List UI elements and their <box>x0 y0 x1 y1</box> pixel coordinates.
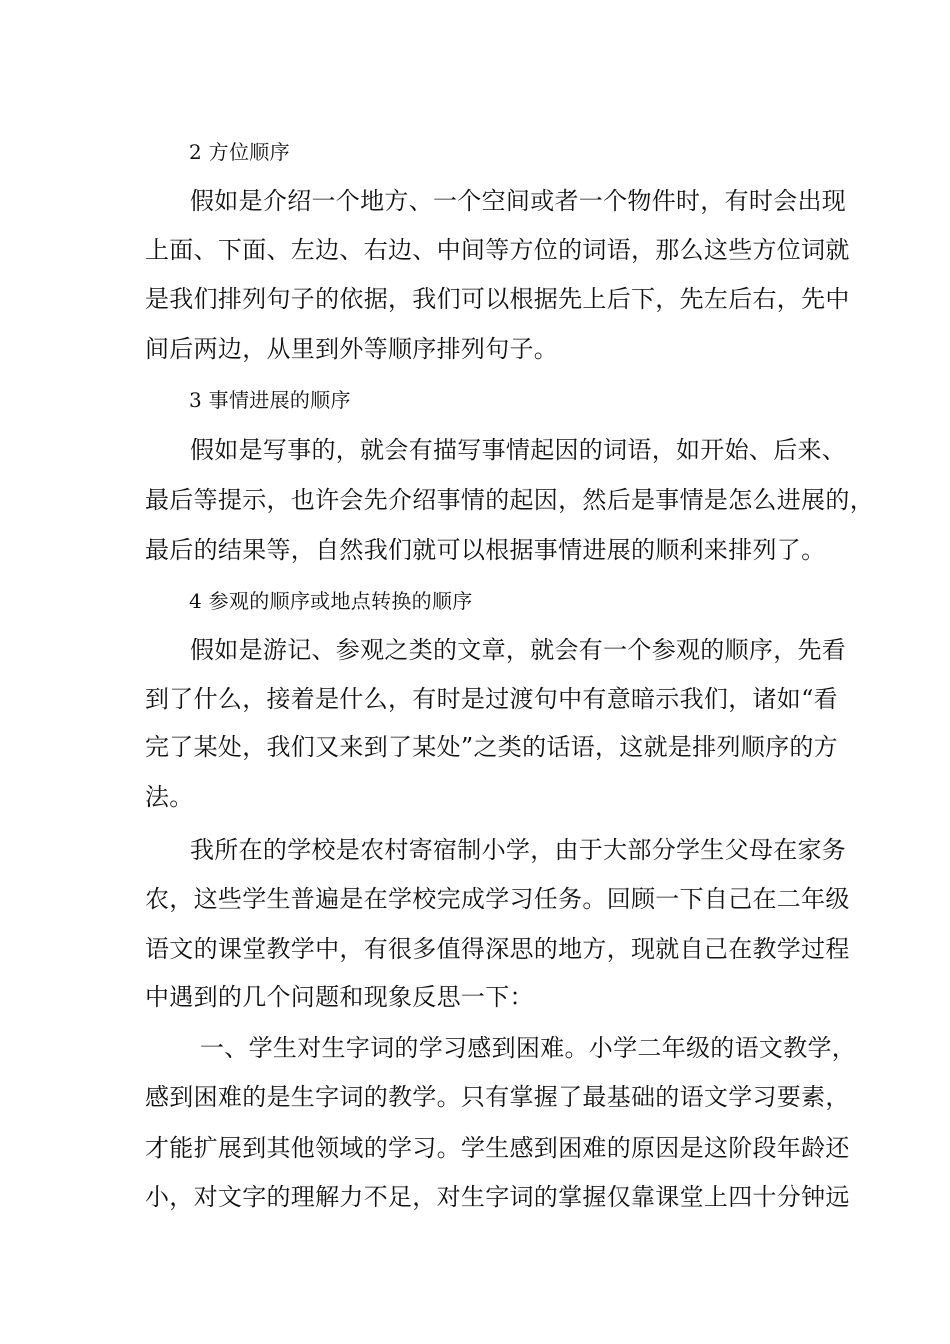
paragraph-line: 中遇到的几个问题和现象反思一下： <box>145 983 534 1011</box>
paragraph-line: 法。 <box>145 783 194 811</box>
paragraph-line: 最后的结果等，自然我们就可以根据事情进展的顺利来排列了。 <box>145 536 826 564</box>
paragraph-line: 到了什么，接着是什么，有时是过渡句中有意暗示我们，诸如“看 <box>145 685 838 713</box>
paragraph-line: 小，对文字的理解力不足，对生字词的掌握仅靠课堂上四十分钟远 <box>145 1183 850 1211</box>
paragraph-line: 感到困难的是生字词的教学。只有掌握了最基础的语文学习要素， <box>145 1083 850 1111</box>
paragraph-line: 是我们排列句子的依据，我们可以根据先上后下，先左后右，先中 <box>145 285 850 313</box>
paragraph-line: 一、学生对生字词的学习感到困难。小学二年级的语文教学， <box>200 1034 857 1062</box>
paragraph-line: 才能扩展到其他领域的学习。学生感到困难的原因是这阶段年龄还 <box>145 1134 850 1162</box>
paragraph-line: 最后等提示，也许会先介绍事情的起因，然后是事情是怎么进展的， <box>145 486 874 514</box>
paragraph-line: 上面、下面、左边、右边、中间等方位的词语，那么这些方位词就 <box>145 236 850 264</box>
section-heading-2: 2 方位顺序 <box>189 140 290 164</box>
section-heading-4: 4 参观的顺序或地点转换的顺序 <box>189 589 473 613</box>
paragraph-line: 假如是游记、参观之类的文章，就会有一个参观的顺序，先看 <box>190 636 847 664</box>
paragraph-line: 完了某处，我们又来到了某处”之类的话语，这就是排列顺序的方 <box>145 733 838 761</box>
paragraph-line: 我所在的学校是农村寄宿制小学，由于大部分学生父母在家务 <box>190 836 847 864</box>
paragraph-line: 假如是介绍一个地方、一个空间或者一个物件时，有时会出现 <box>190 187 847 215</box>
paragraph-line: 农，这些学生普遍是在学校完成学习任务。回顾一下自己在二年级 <box>145 885 850 913</box>
paragraph-line: 假如是写事的，就会有描写事情起因的词语，如开始、后来、 <box>190 436 847 464</box>
section-heading-3: 3 事情进展的顺序 <box>189 388 351 412</box>
paragraph-line: 语文的课堂教学中，有很多值得深思的地方，现就自己在教学过程 <box>145 935 850 963</box>
paragraph-line: 间后两边，从里到外等顺序排列句子。 <box>145 335 559 363</box>
